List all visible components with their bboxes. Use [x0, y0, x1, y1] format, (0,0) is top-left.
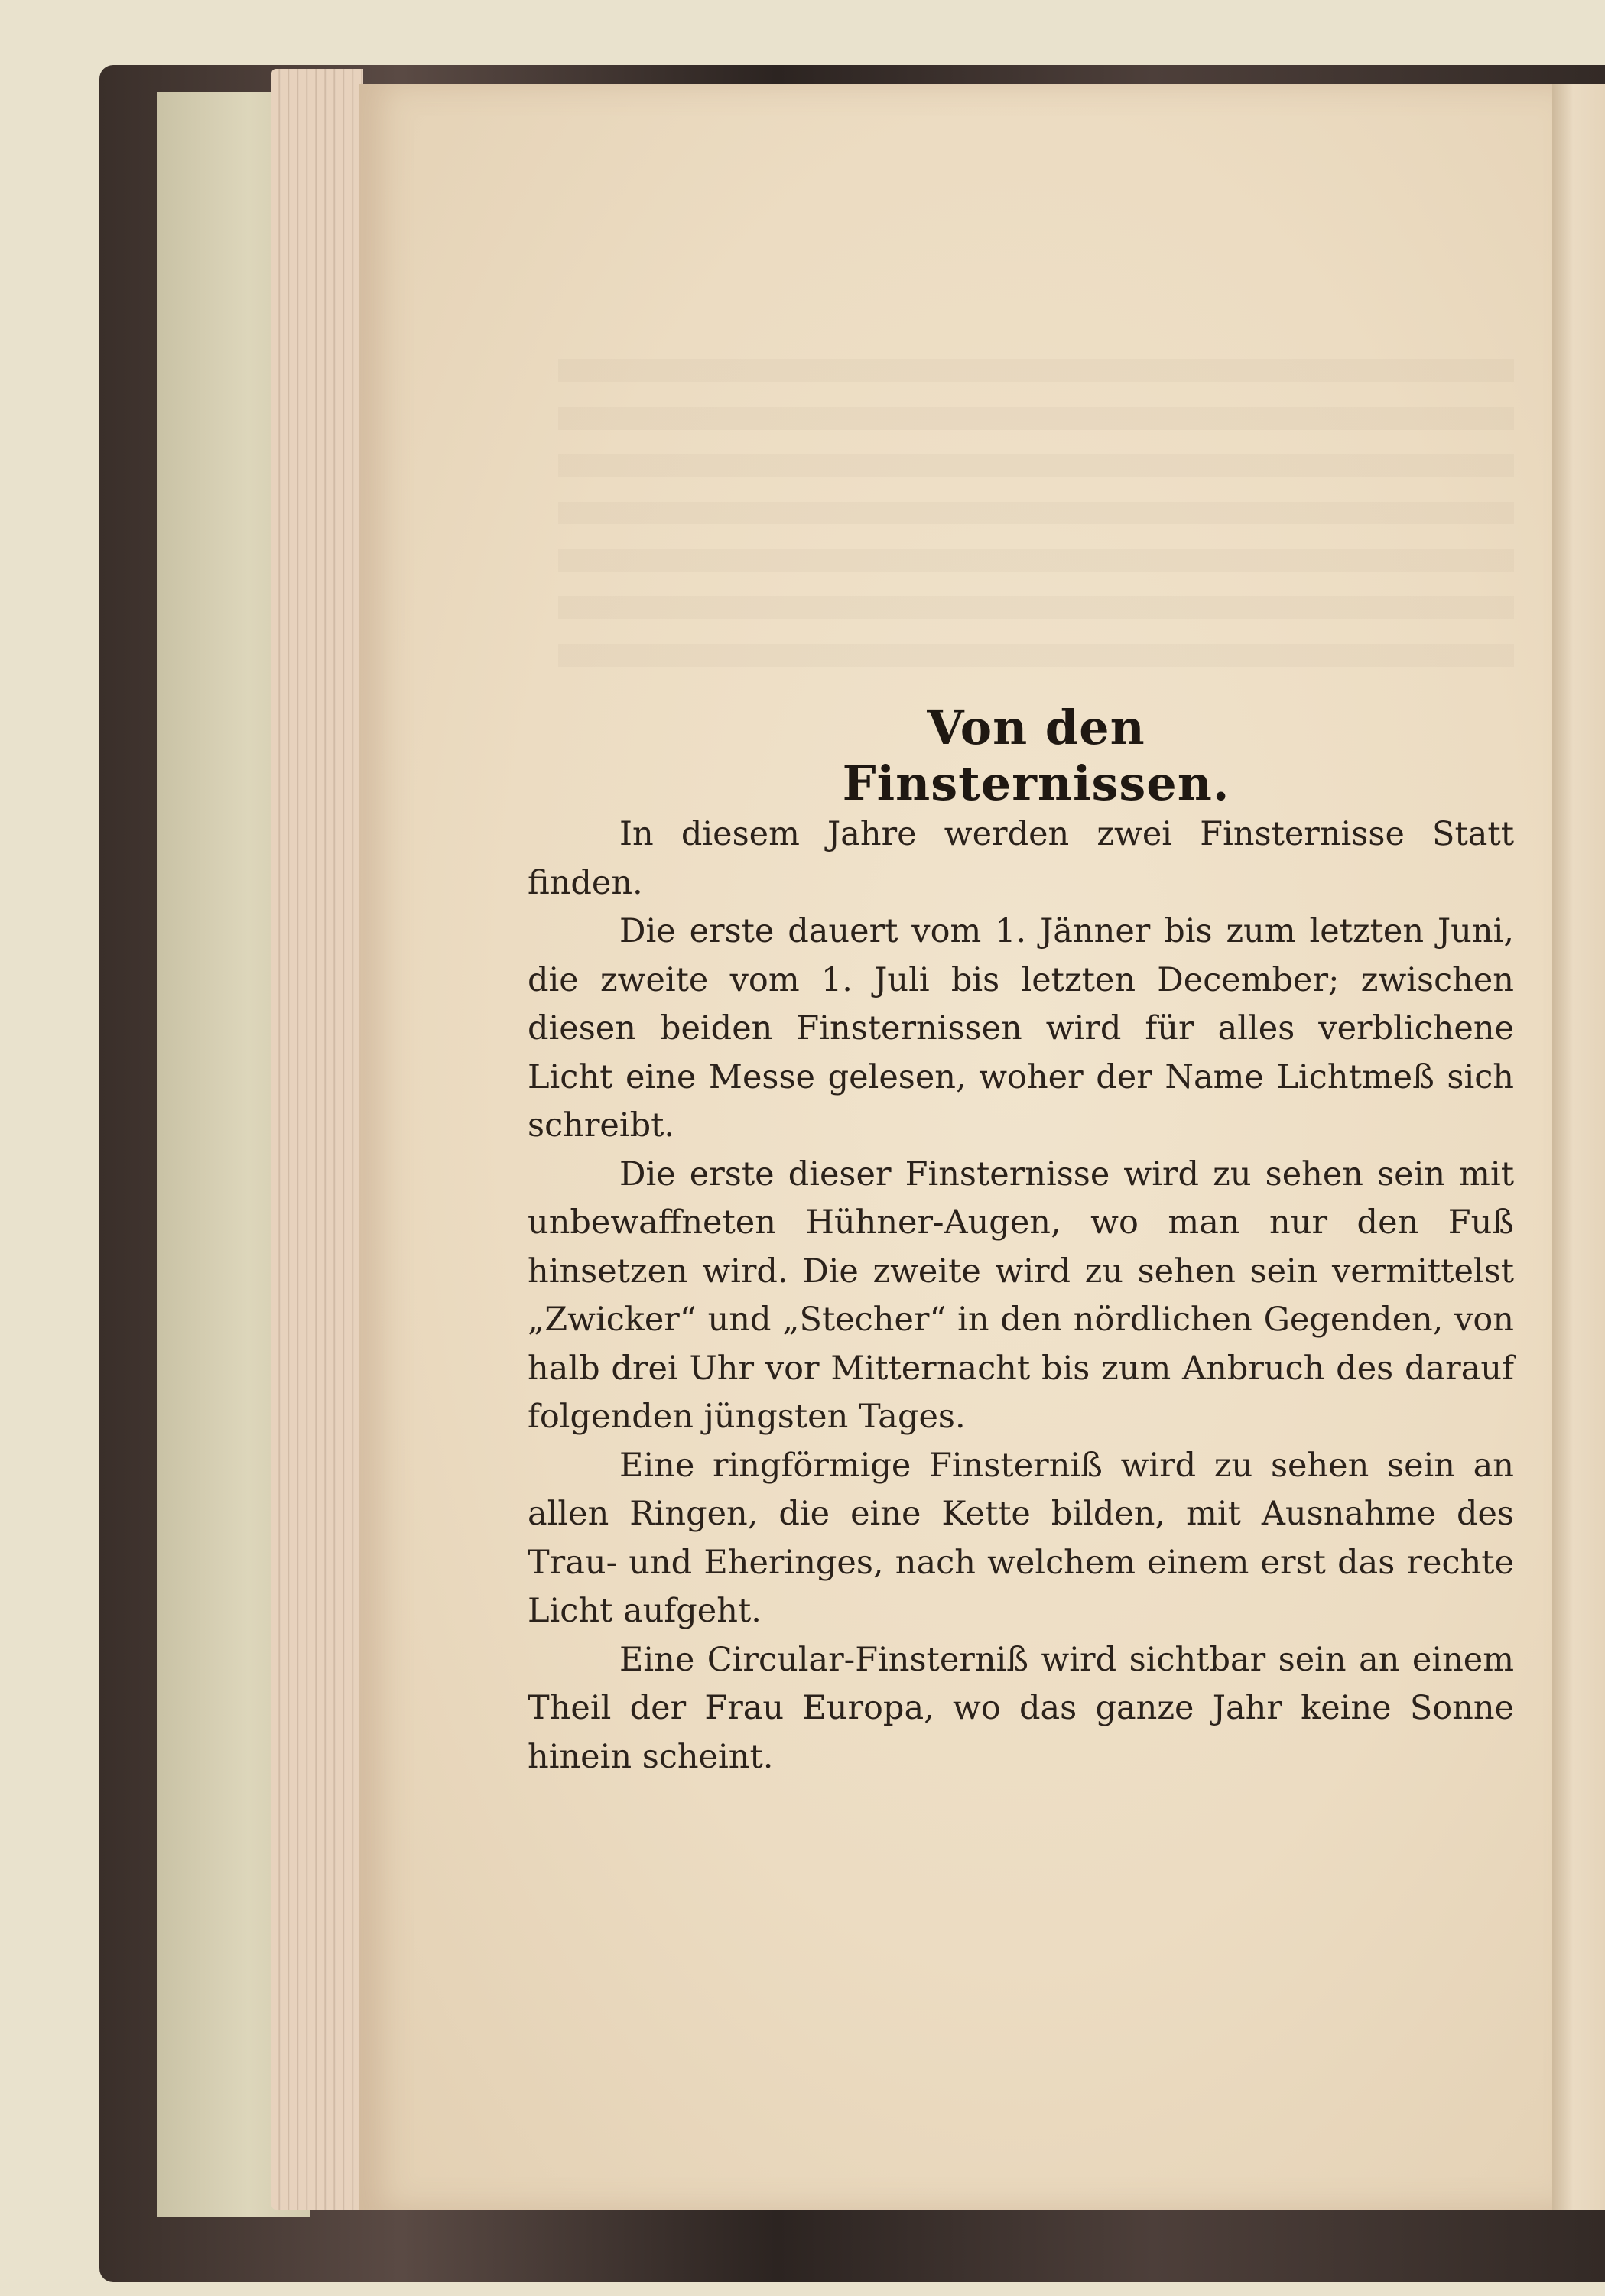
page-heading: Von den Finsternissen.: [842, 700, 1230, 811]
paragraph-4: Eine ringförmige Finsterniß wird zu sehen sein an allen Ringen, die eine Kette bilden, mit Ausnahme des Trau- und Eheringes, nach welchem einem erst das rechte Licht aufgeht.: [528, 1446, 1514, 1630]
page-edges: [271, 69, 363, 2210]
body-text: [528, 810, 1514, 1781]
facing-page-edge: [1552, 84, 1605, 2210]
paragraph-5: Eine Circular-Finsterniß wird sichtbar sein an einem Theil der Frau Europa, wo das ganze Jahr keine Sonne hinein scheint.: [528, 1640, 1514, 1776]
paragraph-1: In diesem Jahre werden zwei Finsternisse Statt finden.: [528, 815, 1514, 902]
paragraph-2: Die erste dauert vom 1. Jänner bis zum letzten Juni, die zweite vom 1. Juli bis letzten December; zwischen diesen beiden Finsternissen wird für alles verblichene Licht eine Messe gelesen, woher der Name Lichtmeß sich schreibt.: [528, 912, 1514, 1145]
paragraph-3: Die erste dieser Finsternisse wird zu sehen sein mit unbewaffneten Hühner-Augen, wo man nur den Fuß hinsetzen wird. Die zweite wird zu sehen sein vermittelst „Zwicker“ und „Stecher“ in den nördlichen Gegenden, von halb drei Uhr vor Mitternacht bis zum Anbruch des darauf folgenden jüngsten Tages.: [528, 1154, 1514, 1436]
bleed-through-text: [558, 359, 1514, 680]
